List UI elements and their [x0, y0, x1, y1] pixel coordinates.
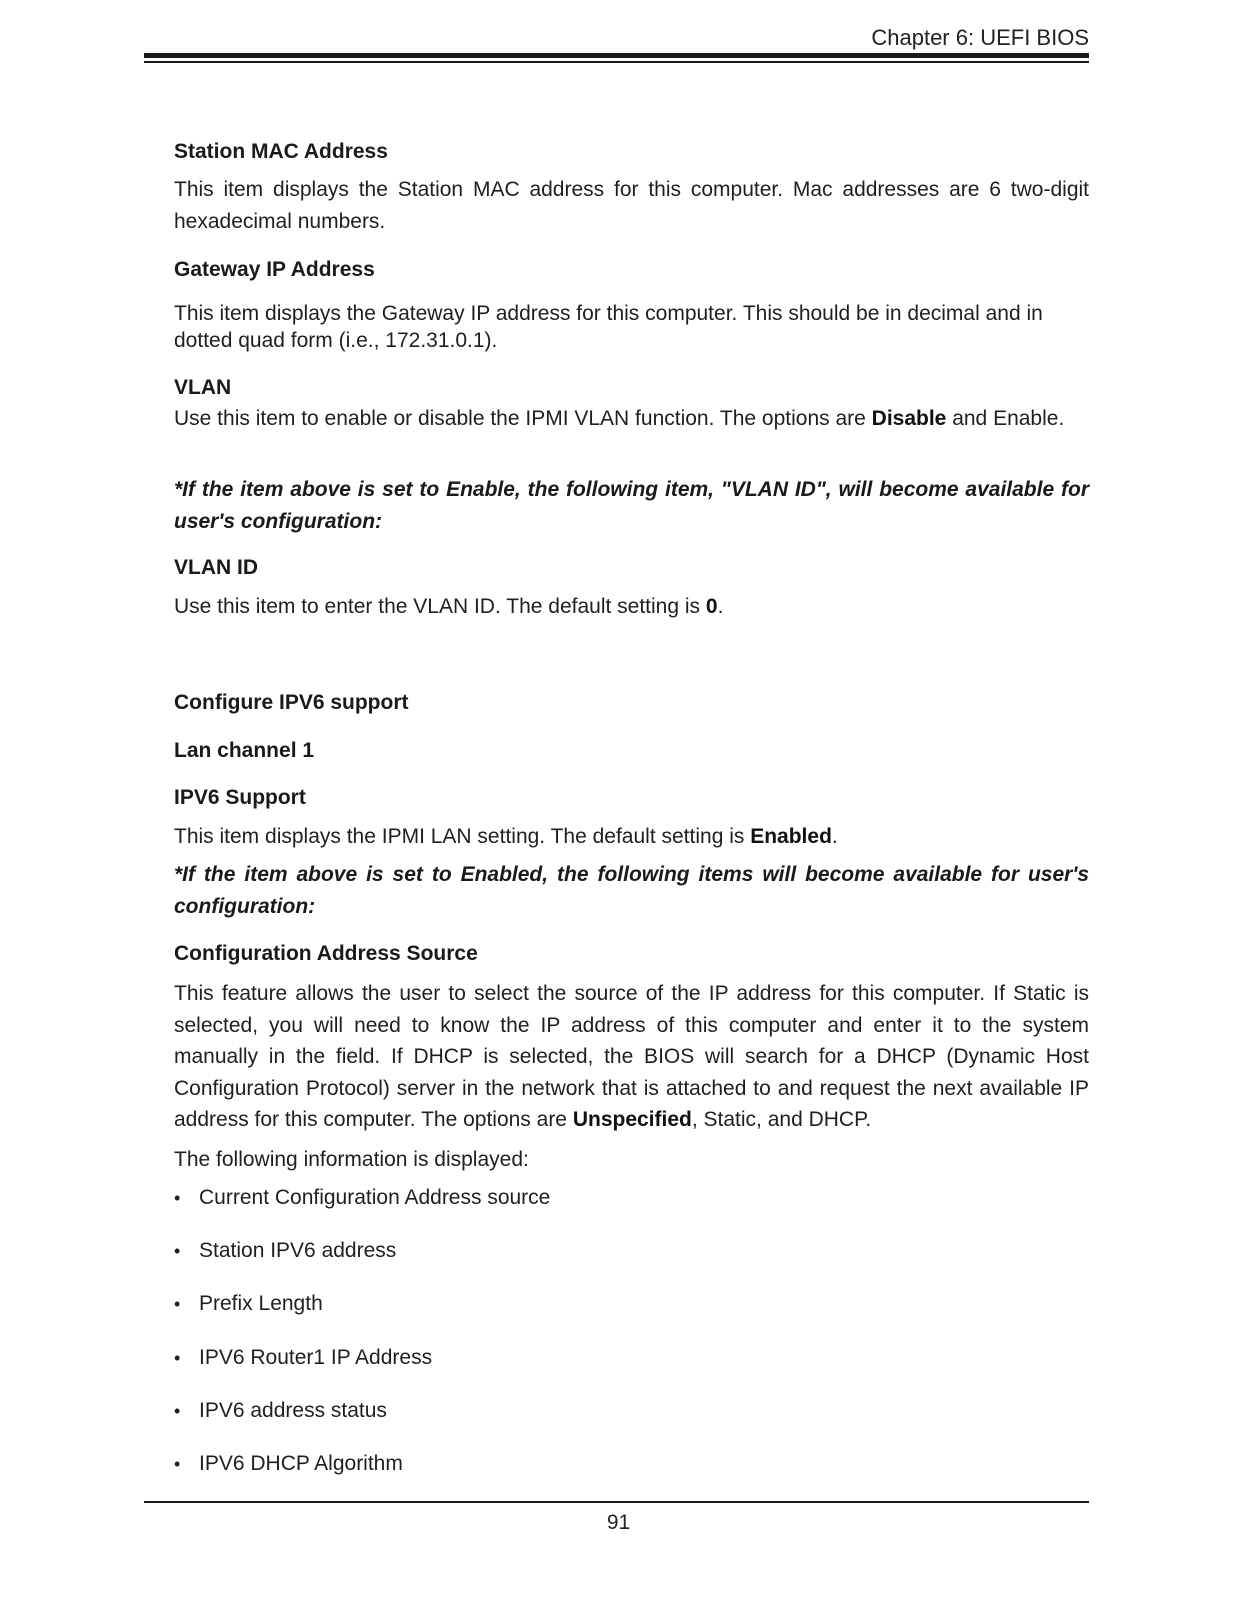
- vlan-note: *If the item above is set to Enable, the following item, "VLAN ID", will become available for user's configuration:: [174, 478, 1089, 533]
- vlan-disable-option: Disable: [871, 407, 947, 430]
- bullet-icon: •: [174, 1188, 181, 1208]
- lan-channel-heading: Lan channel 1: [174, 739, 315, 762]
- list-item: • IPV6 address status: [174, 1396, 1089, 1449]
- config-address-source-text: This feature allows the user to select the source of the IP address for this computer. If Static is selected, you will need to know the IP address of this computer and enter it to the system manually in the field. If DHCP is selected, the BIOS will search for a DHCP (Dynamic Host Configuration Protocol) server in the network that is attached to and request the next available IP address for this computer. The options are Unspecified, Static, and DHCP.: [174, 982, 1089, 1131]
- vlan-heading: VLAN: [174, 376, 232, 399]
- vlan-id-heading: VLAN ID: [174, 556, 258, 579]
- ipv6-support-text: This item displays the IPMI LAN setting. The default setting is Enabled.: [174, 825, 838, 848]
- station-mac-text: This item displays the Station MAC address for this computer. Mac addresses are 6 two-digit hexadecimal numbers.: [174, 178, 1089, 233]
- header-rule-thin: [144, 61, 1089, 63]
- vlan-id-default-value: 0: [705, 595, 718, 618]
- vlan-text: Use this item to enable or disable the IPMI VLAN function. The options are Disable and Enable.: [174, 407, 1065, 430]
- footer-rule: [144, 1501, 1089, 1503]
- bullet-icon: •: [174, 1294, 181, 1315]
- list-item: • IPV6 Router1 IP Address: [174, 1343, 1089, 1396]
- ipv6-support-heading: IPV6 Support: [174, 786, 306, 809]
- config-address-source-heading: Configuration Address Source: [174, 942, 478, 965]
- bullet-icon: •: [174, 1347, 181, 1368]
- station-mac-heading: Station MAC Address: [174, 140, 388, 163]
- page-number: 91: [606, 1511, 631, 1534]
- bullet-icon: •: [174, 1400, 181, 1421]
- list-item: • Current Configuration Address source: [174, 1183, 1089, 1236]
- bullet-icon: •: [174, 1453, 181, 1474]
- vlan-id-text: Use this item to enter the VLAN ID. The default setting is 0.: [174, 595, 724, 618]
- configure-ipv6-heading: Configure IPV6 support: [174, 691, 409, 714]
- ipv6-support-default-value: Enabled: [750, 825, 832, 848]
- list-item: • Station IPV6 address: [174, 1236, 1089, 1289]
- gateway-ip-text: This item displays the Gateway IP address for this computer. This should be in decimal and in dotted quad form (i.e., 172.31.0.1).: [174, 302, 1043, 352]
- config-address-unspecified-option: Unspecified: [572, 1108, 692, 1131]
- list-item: • IPV6 DHCP Algorithm: [174, 1449, 1089, 1502]
- info-list: [174, 1183, 1089, 1502]
- gateway-ip-heading: Gateway IP Address: [174, 258, 375, 281]
- header-title: Chapter 6: UEFI BIOS: [871, 25, 1089, 50]
- info-intro: The following information is displayed:: [174, 1148, 529, 1171]
- ipv6-support-note: *If the item above is set to Enabled, the following items will become available for user's configuration:: [174, 863, 1089, 918]
- list-item: • Prefix Length: [174, 1289, 1089, 1342]
- header-rule-thick: [144, 53, 1089, 58]
- bullet-icon: •: [174, 1241, 181, 1262]
